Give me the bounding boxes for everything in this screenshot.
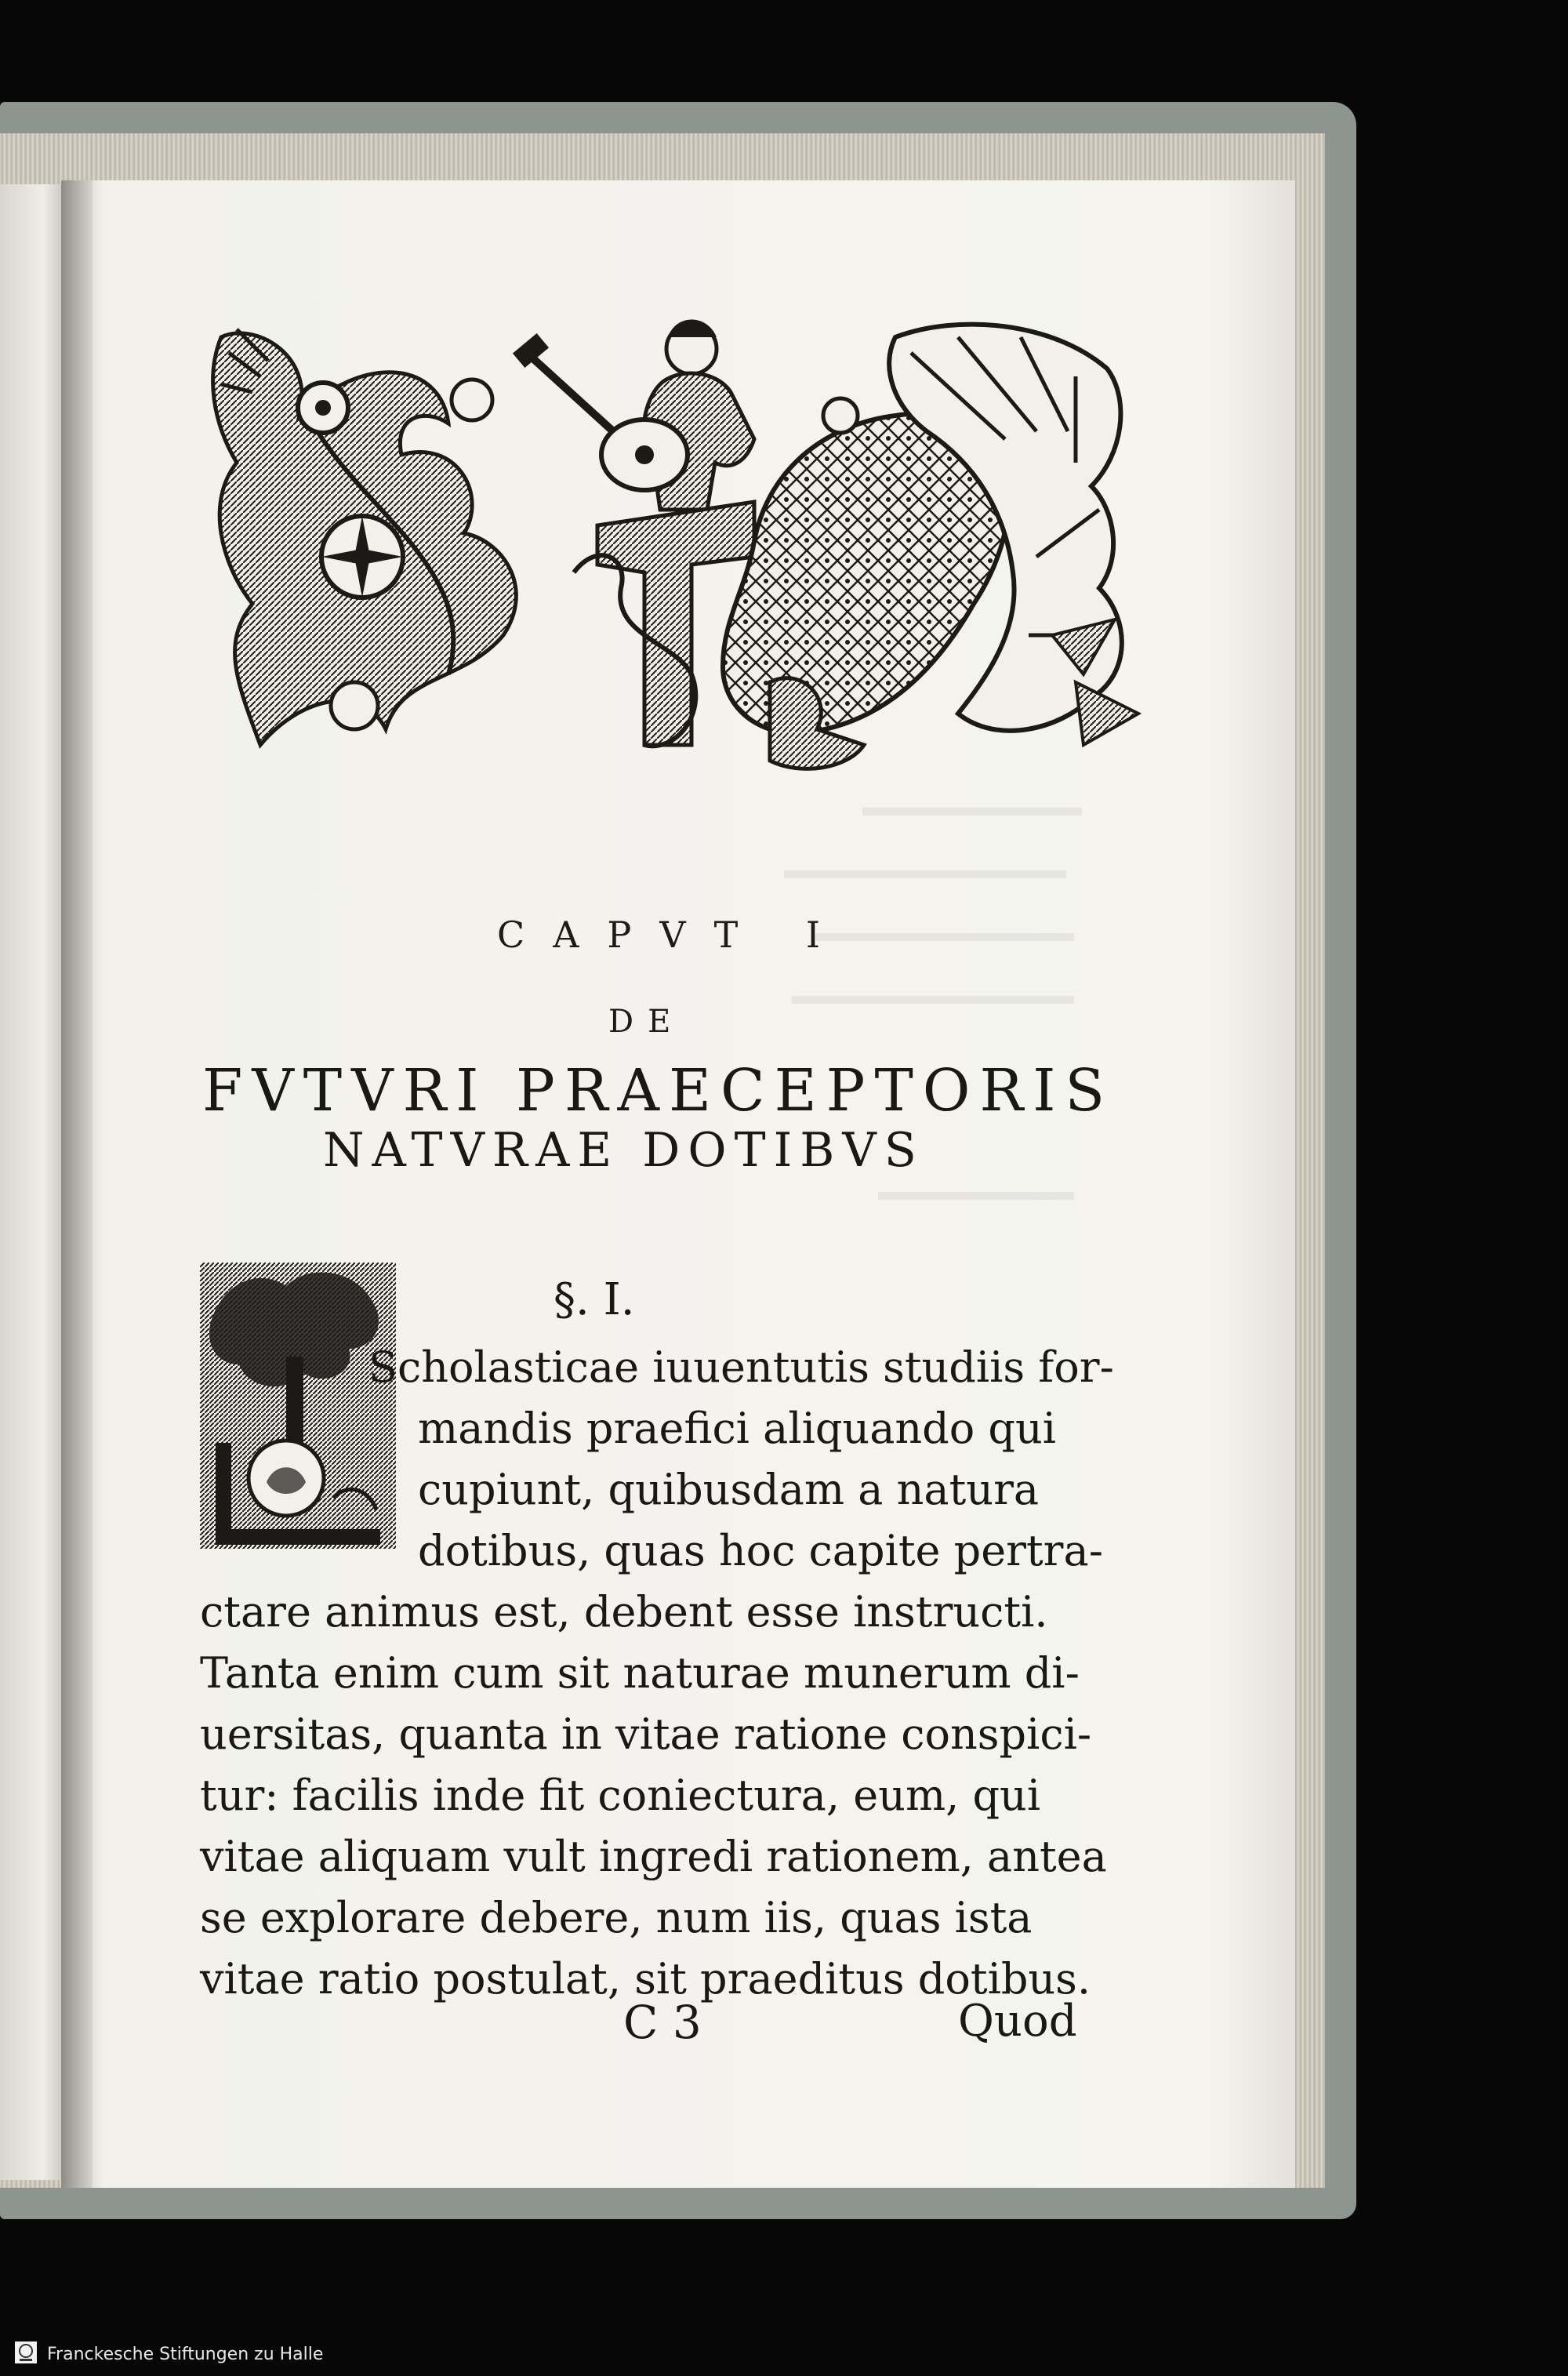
section-heading: §. I. [554,1274,635,1325]
catchword: Quod [958,1996,1077,2047]
text-line: mandis praefici aliquando qui [418,1404,1057,1453]
footer-institution-name: Franckesche Stiftungen zu Halle [47,2345,324,2364]
bleed-through [815,933,1074,941]
text-line: vitae ratio postulat, sit praeditus dotibus. [200,1954,1091,2004]
bleed-through [792,996,1074,1004]
book-gutter [61,180,93,2188]
text-line: cupiunt, quibusdam a natura [418,1465,1040,1514]
chapter-title-line1: FVTVRI PRAECEPTORIS [202,1057,1115,1124]
text-line: Tanta enim cum sit naturae munerum di- [200,1648,1080,1698]
text-line: se explorare debere, num iis, quas ista [200,1893,1033,1942]
headpiece-ornament-icon [205,306,1146,784]
text-line: dotibus, quas hoc capite pertra- [418,1526,1103,1575]
chapter-title-line2: NATVRAE DOTIBVS [323,1123,924,1178]
institution-seal-icon [14,2341,38,2364]
chapter-preposition: DE [608,1004,685,1040]
decorated-initial-icon [200,1262,396,1549]
signature-mark: C 3 [623,1996,702,2049]
text-line: Scholasticae iuuentutis studiis for- [368,1342,1114,1392]
chapter-number-text: CAPVT I [497,914,849,956]
bleed-through [862,808,1082,816]
text-line: tur: facilis inde fit coniectura, eum, qui [200,1771,1041,1820]
text-line: vitae aliquam vult ingredi rationem, antea [200,1832,1107,1881]
bleed-through [784,870,1066,878]
text-line: ctare animus est, debent esse instructi. [200,1587,1048,1637]
text-line: uersitas, quanta in vitae ratione conspici- [200,1709,1092,1759]
bleed-through [878,1192,1074,1200]
